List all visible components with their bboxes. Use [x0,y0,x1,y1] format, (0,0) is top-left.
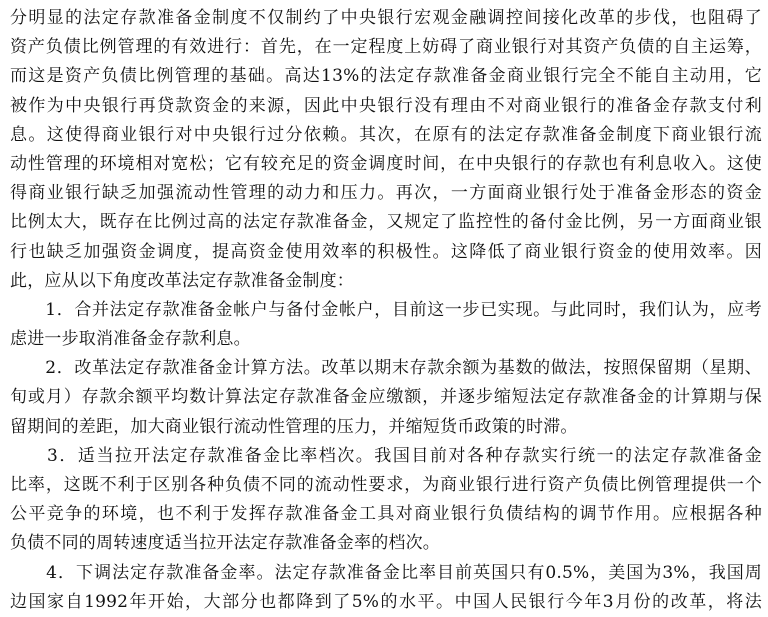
text-line: 比率，这既不利于区别各种负债不同的流动性要求，为商业银行进行资产负债比例管理提供一个 [10,475,762,495]
text-line: 动性管理的环境相对宽松；它有较充足的资金调度时间，在中央银行的存款也有利息收入。这使 [10,153,762,174]
text-line: 4．下调法定存款准备金率。法定存款准备金比率目前英国只有0.5%，美国为3%，我国周 [10,562,762,583]
text-line: 虑进一步取消准备金存款利息。 [10,329,251,350]
text-line: 1．合并法定存款准备金帐户与备付金帐户，目前这一步已实现。与此同时，我们认为，应考 [10,299,762,320]
text-line: 公平竞争的环境，也不利于发挥存款准备金工具对商业银行负债结构的调节作用。应根据各种 [10,504,762,525]
text-line: 3．适当拉开法定存款准备金比率档次。我国目前对各种存款实行统一的法定存款准备金 [10,445,762,466]
text-line: 留期间的差距，加大商业银行流动性管理的压力，并缩短货币政策的时滞。 [10,416,578,437]
text-line: 比例太大，既存在比例过高的法定存款准备金，又规定了监控性的备付金比例，另一方面商业银 [10,212,762,233]
text-line: 分明显的法定存款准备金制度不仅制约了中央银行宏观金融调控间接化改革的步伐，也阻碍了 [10,8,762,28]
body-text [10,4,762,617]
text-line: 得商业银行缺乏加强流动性管理的动力和压力。再次，一方面商业银行处于准备金形态的资金 [10,183,762,204]
text-line: 资产负债比例管理的有效进行：首先，在一定程度上妨碍了商业银行对其资产负债的自主运筹， [10,37,762,58]
text-line: 负债不同的周转速度适当拉开法定存款准备金率的档次。 [10,533,440,554]
text-line: 息。这使得商业银行对中央银行过分依赖。其次，在原有的法定存款准备金制度下商业银行流 [10,124,762,145]
text-line: 而这是资产负债比例管理的基础。高达13%的法定存款准备金商业银行完全不能自主动用，它 [10,66,762,87]
text-line: 边国家自1992年开始，大部分也都降到了5%的水平。中国人民银行今年3月份的改革，将法 [10,591,762,612]
text-line: 此，应从以下角度改革法定存款准备金制度： [10,270,354,291]
text-line: 行也缺乏加强资金调度，提高资金使用效率的积极性。这降低了商业银行资金的使用效率。因 [10,241,762,262]
text-line: 2．改革法定存款准备金计算方法。改革以期末存款余额为基数的做法，按照保留期（星期、 [10,358,762,379]
text-line: 旬或月）存款余额平均数计算法定存款准备金应缴额，并逐步缩短法定存款准备金的计算期与保 [10,387,762,408]
text-line: 被作为中央银行再贷款资金的来源，因此中央银行没有理由不对商业银行的准备金存款支付利 [10,95,762,116]
